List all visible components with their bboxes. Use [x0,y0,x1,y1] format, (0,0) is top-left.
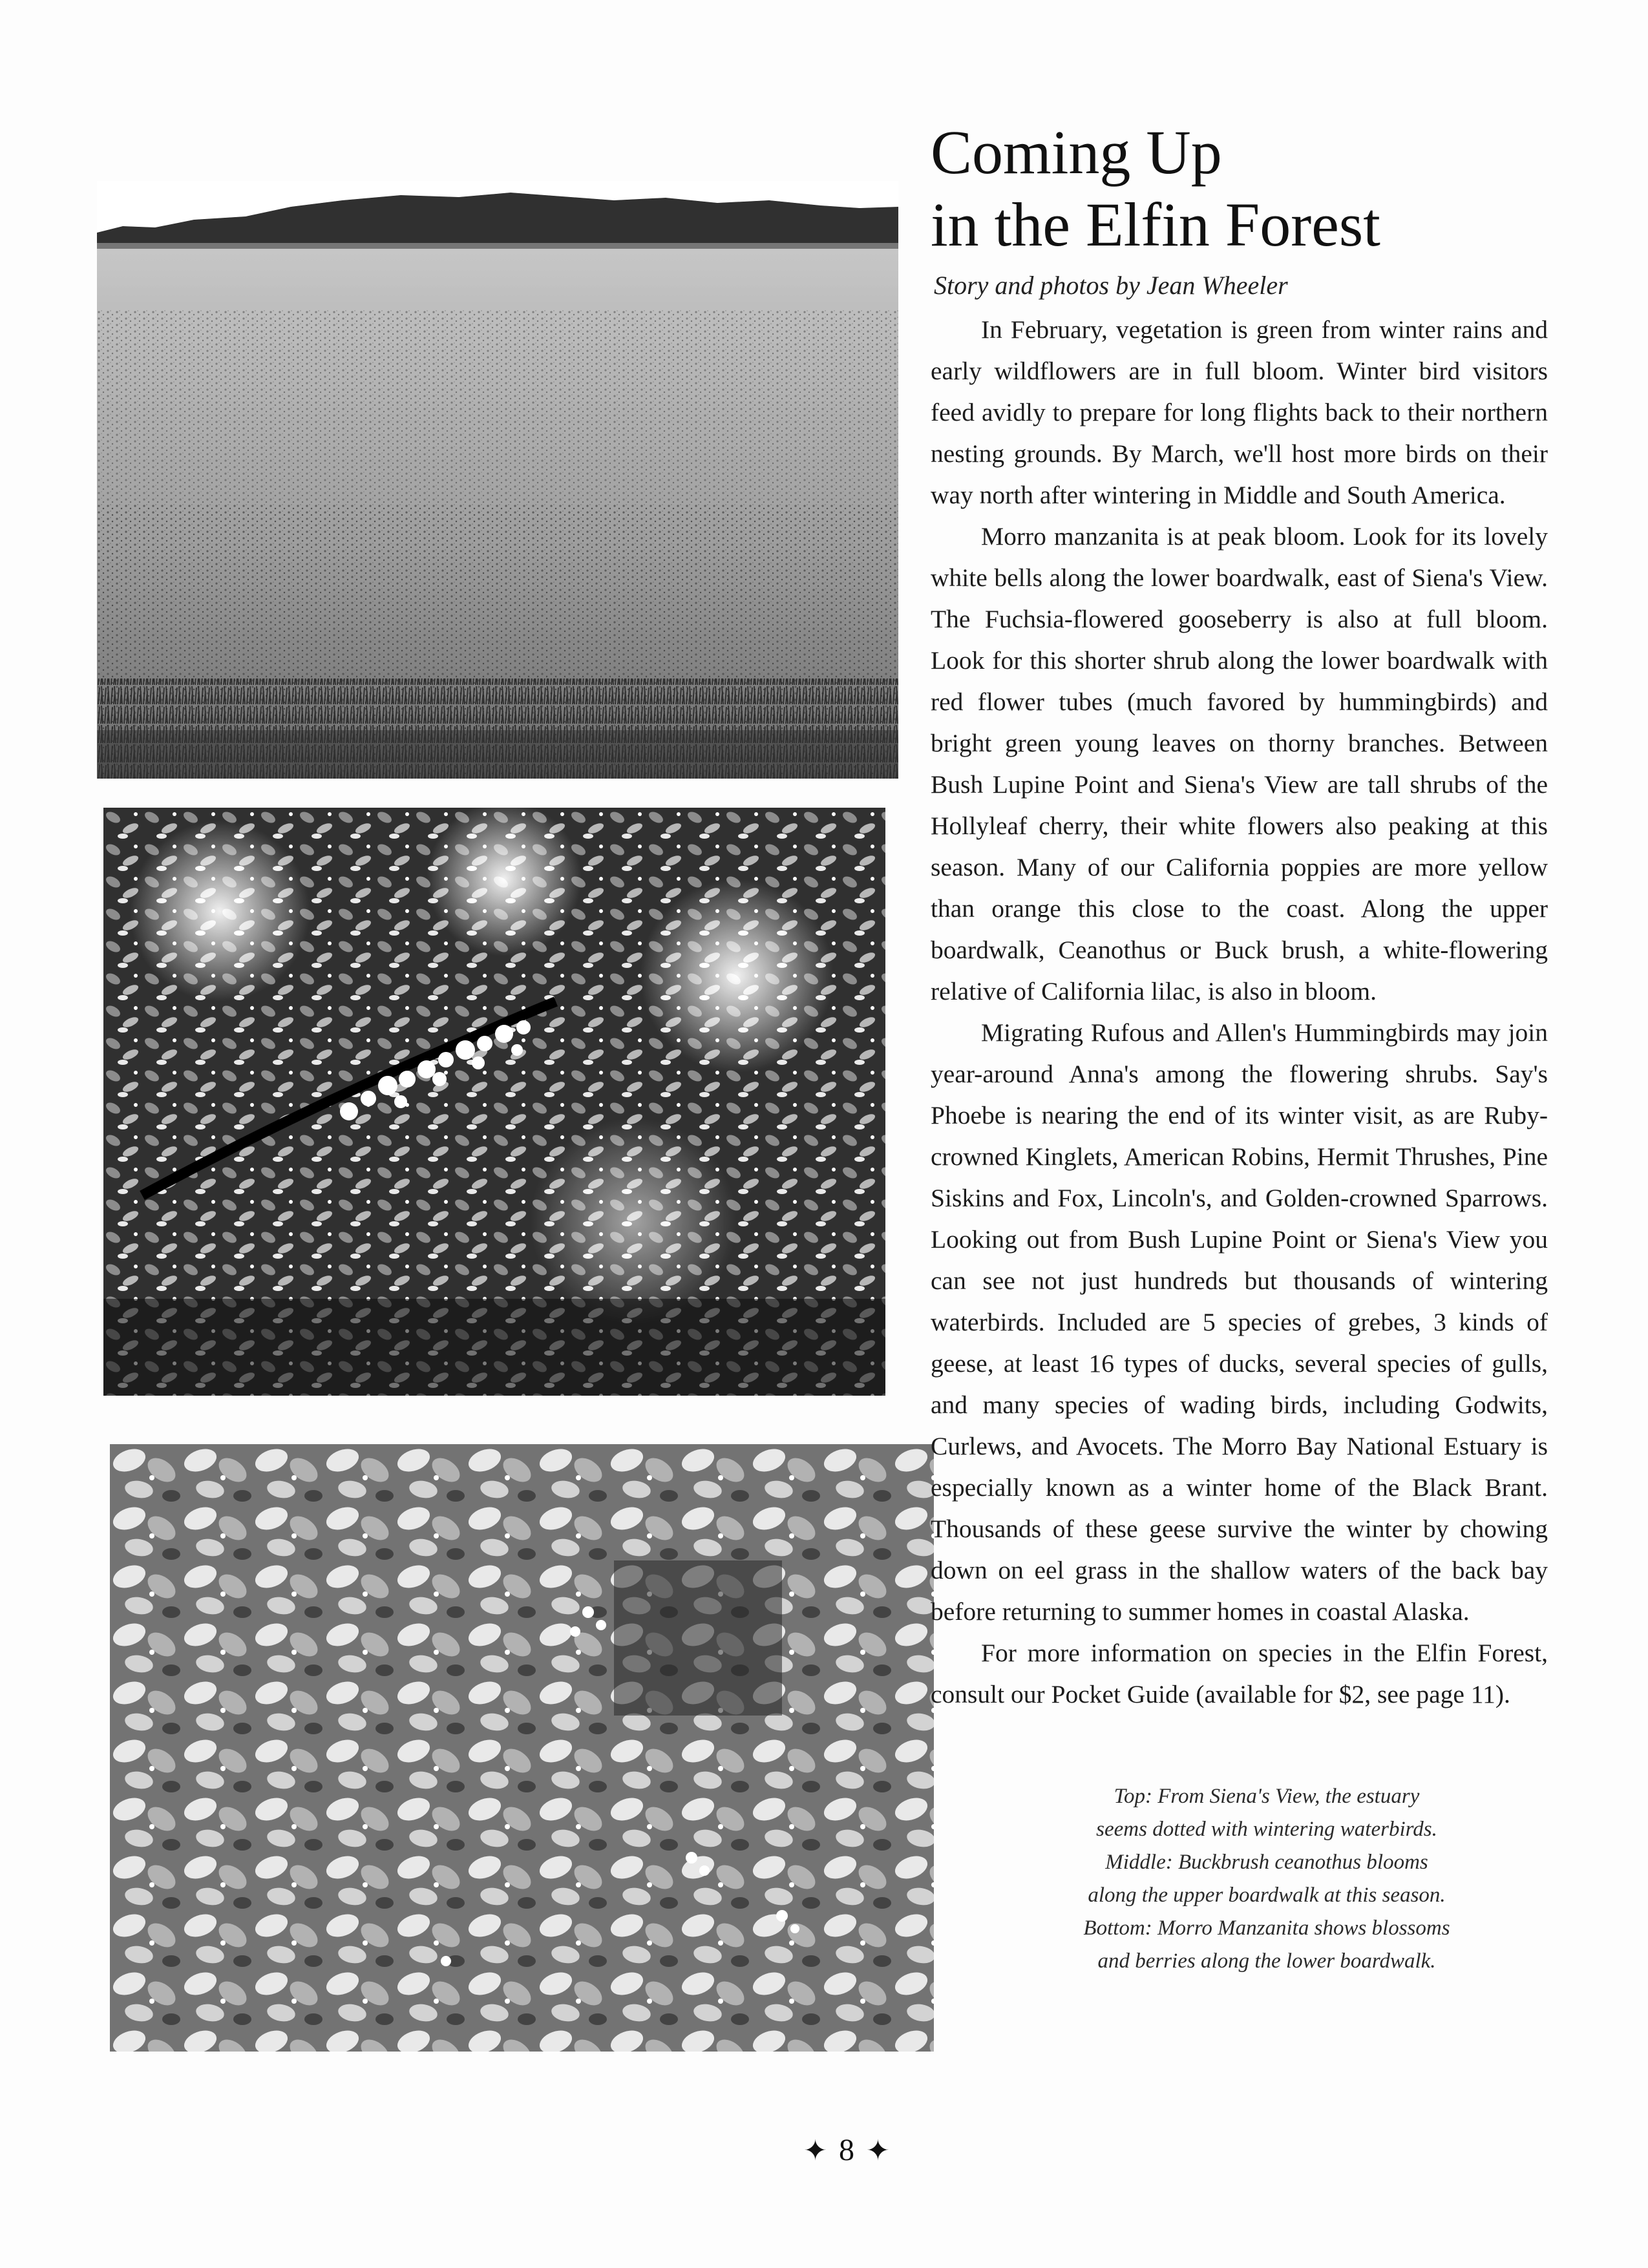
caption-line: Bottom: Morro Manzanita shows blossoms [1083,1916,1450,1940]
paragraph: In February, vegetation is green from winter rains and early wildflowers are in full bloom. Winter bird visitors feed avidly to prepare for long flights back to their northern nesting grounds. By March, we'll host more birds on their way north after wintering in Middle and South America. [931,315,1548,509]
paragraph: Migrating Rufous and Allen's Hummingbirds may join year-around Anna's among the flowering shrubs. Say's Phoebe is nearing the end of its winter visit, as are Ruby-crowned Kinglets, American Robins, Hermit Thrushes, Pine Siskins and Fox, Lincoln's, and Golden-crowned Sparrows. Looking out from Bush Lupine Point or Siena's View you can see not just hundreds but thousands of wintering waterbirds. Included are 5 species of grebes, 3 kinds of geese, at least 16 types of ducks, several species of gulls, and many species of wading birds, including Godwits, Curlews, and Avocets. The Morro Bay National Estuary is especially known as a winter home of the Black Brant. Thousands of these geese survive the winter by chowing down on eel grass in the shallow waters of the back bay before returning to summer homes in coastal Alaska. [931,1018,1548,1626]
buckbrush-ceanothus-photo [103,808,885,1396]
article-title-line-1: Coming Up [931,118,1222,187]
page-number-value: 8 [839,2133,854,2167]
ornament-left-icon: ✦ [803,2135,827,2167]
photo-caption [1008,1780,1525,1978]
ornament-right-icon: ✦ [866,2135,890,2167]
paragraph: For more information on species in the Elfin Forest, consult our Pocket Guide (available for $2, see page 11). [931,1639,1548,1708]
morro-manzanita-photo [110,1444,934,2052]
article-title [931,116,1577,261]
caption-line: Middle: Buckbrush ceanothus blooms [1105,1851,1428,1874]
article-title-line-2: in the Elfin Forest [931,190,1380,259]
caption-line: and berries along the lower boardwalk. [1097,1949,1436,1973]
caption-line: seems dotted with wintering waterbirds. [1096,1818,1437,1841]
byline: Story and photos by Jean Wheeler [934,271,1288,300]
paragraph: Morro manzanita is at peak bloom. Look for its lovely white bells along the lower boardwalk, east of Siena's View. The Fuchsia-flowered gooseberry is also at full bloom. Look for this shorter shrub along the lower boardwalk with red flower tubes (much favored by hummingbirds) and bright green young leaves on thorny branches. Between Bush Lupine Point and Siena's View are tall shrubs of the Hollyleaf cherry, their white flowers also peaking at this season. Many of our California poppies are more yellow than orange this close to the coast. Along the upper boardwalk, Ceanothus or Buck brush, a white-flowering relative of California lilac, is also in bloom. [931,522,1548,1005]
caption-line: along the upper boardwalk at this season. [1088,1884,1446,1907]
caption-line: Top: From Siena's View, the estuary [1114,1785,1420,1808]
estuary-photo [97,181,898,779]
article-body [931,309,1548,1715]
page-number [769,2132,924,2168]
